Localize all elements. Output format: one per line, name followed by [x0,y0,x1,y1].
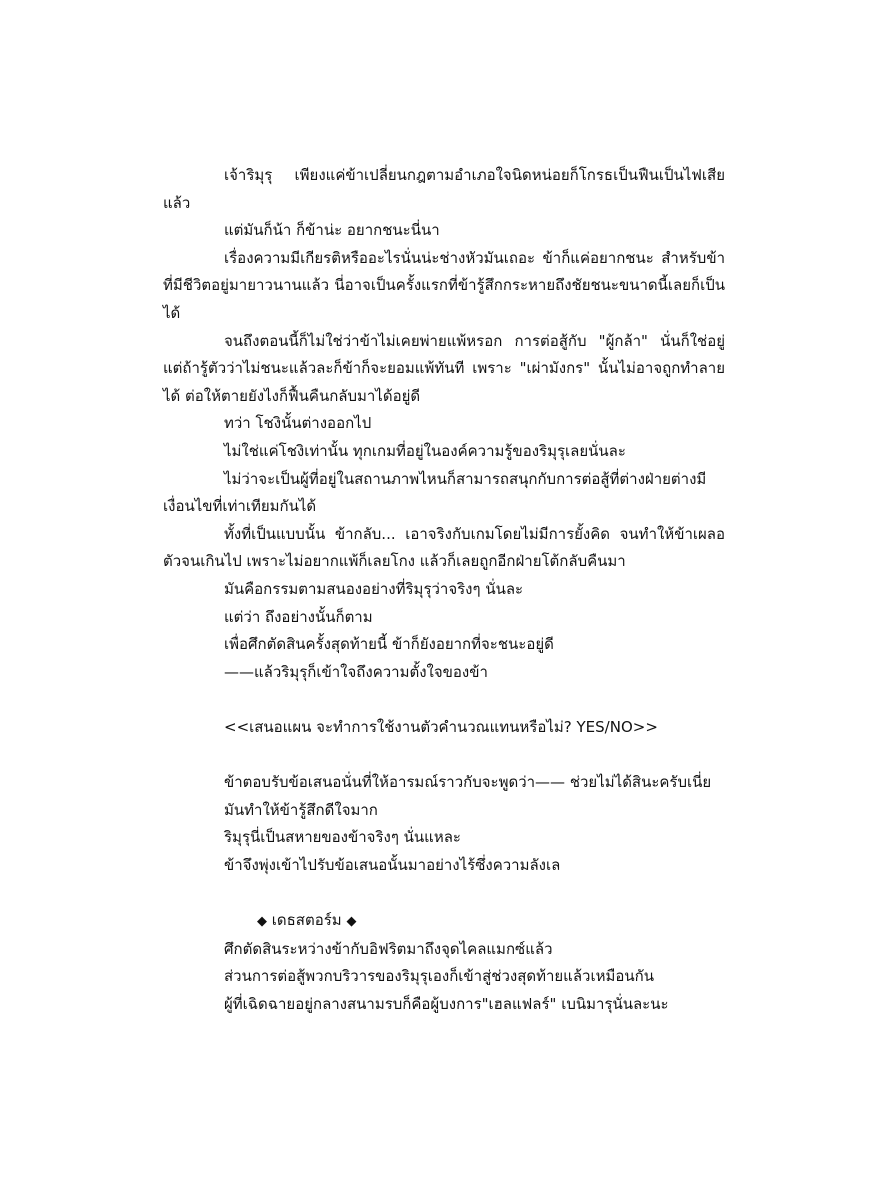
paragraph: แต่ว่า ถึงอย่างนั้นก็ตาม [224,607,373,626]
paragraph: มันทำให้ข้ารู้สึกดีใจมาก [224,800,378,819]
paragraph: ——แล้วริมุรุก็เข้าใจถึงความตั้งใจของข้า [224,662,488,681]
blank-line [163,879,725,907]
paragraph: ไม่ว่าจะเป็นผู้ที่อยู่ในสถานภาพไหนก็สามารถสนุกกับการต่อสู้ที่ต่างฝ่ายต่างมีเงื่อนไขที่เท่าเทียมกันได้ [163,469,707,516]
paragraph: ข้าตอบรับข้อเสนอนั่นที่ให้อารมณ์ราวกับจะพูดว่า—— ช่วยไม่ได้สินะครับเนี่ย [224,773,712,792]
scene-title: เดธสตอร์ม [271,911,342,930]
paragraph: เจ้าริมุรุ เพียงแค่ข้าเปลี่ยนกฎตามอำเภอใจนิดหน่อยก็โกรธเป็นฟืนเป็นไฟเสียแล้ว [163,166,725,212]
blank-line [163,686,725,714]
system-message: <<เสนอแผน จะทำการใช้งานตัวคำนวณแทนหรือไม่? YES/NO>> [224,717,658,736]
paragraph: ผู้ที่เฉิดฉายอยู่กลางสนามรบก็คือผู้บงการ"เฮลแฟลร์" เบนิมารุนั่นละนะ [224,994,669,1013]
paragraph: เพื่อศึกตัดสินครั้งสุดท้ายนี้ ข้าก็ยังอยากที่จะชนะอยู่ดี [224,635,554,654]
paragraph: ส่วนการต่อสู้พวกบริวารของริมุรุเองก็เข้าสู่ช่วงสุดท้ายแล้วเหมือนกัน [224,967,654,986]
paragraph: ข้าจึงพุ่งเข้าไปรับข้อเสนอนั้นมาอย่างไร้ซึ่งความลังเล [224,855,561,874]
paragraph: จนถึงตอนนี้ก็ไม่ใช่ว่าข้าไม่เคยพ่ายแพ้หรอก การต่อสู้กับ "ผู้กล้า" นั่นก็ใช่อยู่ แต่ถ้ารู้ตัวว่าไม่ชนะแล้วละก็ข้าก็จะยอมแพ้ทันที เพราะ "เผ่ามังกร" นั้นไม่อาจถูกทำลายได้ ต่อให้ตายยังไงก็ฟื้นคืนกลับมาได้อยู่ดี [163,331,725,405]
paragraph: ริมุรุนี่เป็นสหายของข้าจริงๆ นั่นแหละ [224,828,461,847]
paragraph: มันคือกรรมตามสนองอย่างที่ริมุรุว่าจริงๆ นั่นละ [224,579,524,598]
paragraph: ศึกตัดสินระหว่างข้ากับอิฟริตมาถึงจุดไคลแมกซ์แล้ว [224,939,553,958]
body-text [163,162,725,1018]
paragraph: แต่มันก็น้า ก็ข้าน่ะ อยากชนะนี่นา [224,221,440,240]
blank-line [163,741,725,769]
diamond-icon: ◆ [257,914,267,930]
paragraph: ทั้งที่เป็นแบบนั้น ข้ากลับ... เอาจริงกับเกมโดยไม่มีการยั้งคิด จนทำให้ข้าเผลอตัวจนเกินไป เพราะไม่อยากแพ้ก็เลยโกง แล้วก็เลยถูกอีกฝ่ายโต้กลับคืนมา [163,524,725,571]
paragraph: ไม่ใช่แค่โชงิเท่านั้น ทุกเกมที่อยู่ในองค์ความรู้ของริมุรุเลยนั่นละ [224,441,626,460]
scene-break [163,907,725,936]
diamond-icon: ◆ [346,914,357,930]
paragraph: เรื่องความมีเกียรติหรืออะไรนั่นน่ะช่างหัวมันเถอะ ข้าก็แค่อยากชนะ สำหรับข้าที่มีชีวิตอยู่มายาวนานแล้ว นี่อาจเป็นครั้งแรกที่ข้ารู้สึกกระหายถึงชัยชนะขนาดนี้เลยก็เป็นได้ [163,248,725,322]
paragraph: ทว่า โชงินั้นต่างออกไป [224,414,372,433]
